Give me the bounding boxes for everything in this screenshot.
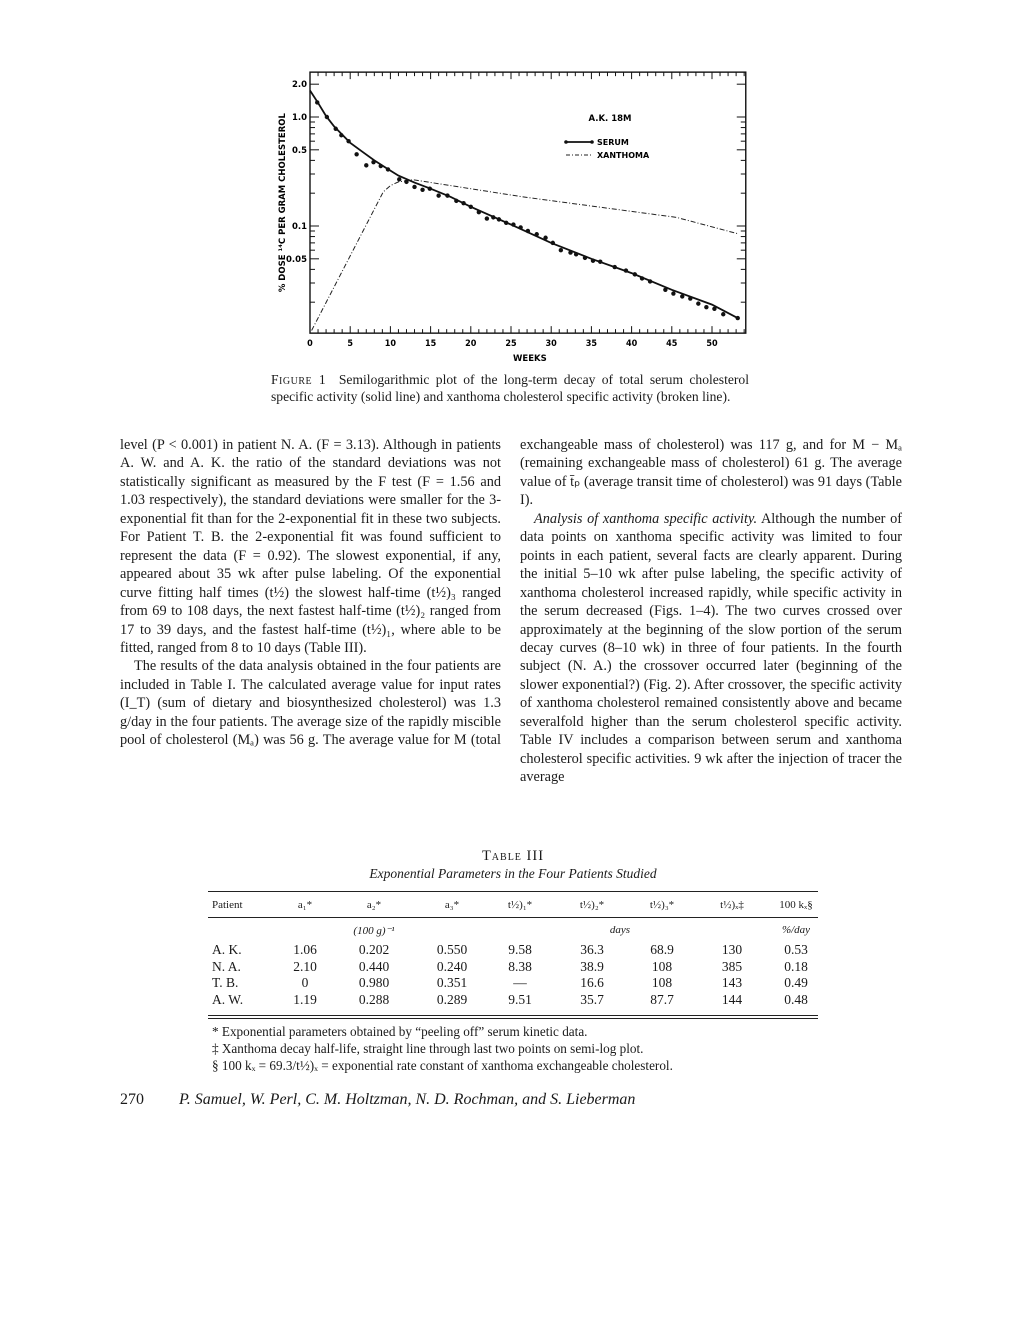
table-cell: 0.289 <box>436 991 468 1007</box>
serum-data-point <box>543 236 547 240</box>
table-cell: T. B. <box>212 975 239 990</box>
x-tick-label: 40 <box>625 339 638 350</box>
table-cell: 1.06 <box>293 942 317 957</box>
column-header: t½)₃* <box>649 899 675 911</box>
serum-data-point <box>648 279 652 283</box>
x-axis-label: WEEKS <box>513 354 547 365</box>
paragraph: level (P < 0.001) in patient N. A. (F = 3.13). Although in patients A. W. and A. K. the ratio of the standard deviations was not statistically significant as measured by the F test (F = 1.56 and 1.03 respectively), the standard deviations were smaller for the 3-exponential fit than for the 2-exponential fit in these two subjects. For Patient T. B. the 2-exponential fit was found sufficient to represent the data (F = 0.92). The slowest exponential, if any, appeared about 35 wk after pulse labeling. Of the exponential curve fitting half times (t½) the slowest half-time (t½)₃ ranged from 69 to 108 days, the next fastest half-time (t½)₂ ranged from 17 to 39 days, and the fastest half-time (t½)₁, where able to be fitted, ranged from 8 to 10 days (Table III). <box>120 437 501 656</box>
table-bottom-rule <box>208 1015 818 1016</box>
legend-xanthoma-label: XANTHOMA <box>597 151 650 160</box>
table-bottom-rule-2 <box>208 1018 818 1019</box>
table-cell: 0.49 <box>784 975 808 990</box>
serum-data-point <box>364 163 368 167</box>
serum-data-point <box>518 225 522 229</box>
x-tick-label: 25 <box>505 339 517 350</box>
serum-data-point <box>346 139 350 143</box>
table-cell: 0.53 <box>784 942 808 957</box>
table-cell: 0.351 <box>436 975 468 990</box>
right-column <box>520 436 902 787</box>
table-cell: 9.51 <box>508 991 532 1007</box>
table-cell: 108 <box>651 958 673 974</box>
table-cell: 35.7 <box>580 991 604 1007</box>
serum-data-point <box>559 248 563 252</box>
y-axis-label: % DOSE ¹⁴C PER GRAM CHOLESTEROL <box>278 113 288 293</box>
table-header-rule <box>208 917 818 918</box>
legend-title: A.K. 18M <box>588 114 632 124</box>
x-tick-label: 15 <box>424 339 437 350</box>
serum-data-point <box>663 288 667 292</box>
x-tick-label: 10 <box>384 339 397 350</box>
serum-data-point <box>420 188 424 192</box>
serum-data-point <box>526 229 530 233</box>
table-cell: 0.550 <box>436 942 468 957</box>
running-footer-authors: P. Samuel, W. Perl, C. M. Holtzman, N. D. Rochman, and S. Lieberman <box>179 1091 636 1108</box>
x-tick-label: 5 <box>347 339 354 350</box>
figure-1-chart <box>0 0 1020 370</box>
x-tick-label: 20 <box>465 339 477 350</box>
units-label: (100 g)⁻¹ <box>353 925 395 937</box>
table-cell: A. W. <box>212 991 244 1007</box>
serum-data-point <box>325 115 329 119</box>
table-cell: A. K. <box>212 942 242 957</box>
units-label: %/day <box>781 924 811 936</box>
serum-data-point <box>613 265 617 269</box>
serum-data-point <box>598 260 602 264</box>
serum-data-point <box>736 316 740 320</box>
serum-data-point <box>412 185 416 189</box>
table-cell: 16.6 <box>580 975 604 990</box>
column-header: a₃* <box>444 899 460 911</box>
column-header: Patient <box>212 899 243 911</box>
serum-data-point <box>640 276 644 280</box>
section-heading: Analysis of xanthoma specific activity. <box>534 510 758 527</box>
column-header: a₁* <box>297 899 313 911</box>
table-top-rule <box>208 891 818 892</box>
paragraph-text: Although the number of data points on xanthoma specific activity was limited to four points in each patient, several facts are clearly apparent. During the initial 5–10 wk after pulse labeling, the specific activity of xanthoma cholesterol increased rapidly, while specific activity in the serum decreased (Figs. 1–4). The two curves crossed over approximately at the beginning of the slow portion of the serum decay curves (8–10 wk) in three of four patients. In the fourth subject (N. A.) the crossover occurred later (beginning of the slower exponential?) (Fig. 2). After crossover, the specific activity of xanthoma cholesterol remained consistently above and became severalfold higher than the serum cholesterol specific activity. Table IV includes a comparison between serum and xanthoma cholesterol specific activities. 9 wk after the injection of tracer the average <box>520 510 902 786</box>
serum-data-point <box>428 186 432 190</box>
serum-data-point <box>624 268 628 272</box>
table-cell: — <box>513 975 527 990</box>
figure-label: Figure 1 <box>271 372 327 387</box>
serum-data-point <box>371 160 375 164</box>
paragraph: The results of the data analysis obtained in the four patients are included in Table I. The calculated average value for input rates (I_T) (sum of dietary and biosynthesized cholesterol) was 1.3 g/day in the four patients. The average size of the rapidly miscible pool of cholesterol (Mₐ) was 56 g. The average value for M (total <box>120 658 501 749</box>
paragraph: exchangeable mass of cholesterol) was 117 g, and for M − Mₐ (remaining exchangeable mass of cholesterol) 61 g. The average value of t̄ₚ (average transit time of cholesterol) was 91 days (Table I). <box>520 437 902 509</box>
serum-data-point <box>680 294 684 298</box>
table-cell: 68.9 <box>650 942 674 957</box>
paragraph <box>520 510 902 787</box>
plot-frame <box>310 72 746 333</box>
serum-data-point <box>339 133 343 137</box>
y-tick-label: 0.1 <box>291 222 307 232</box>
y-tick-label: 0.05 <box>286 254 307 265</box>
serum-data-point <box>688 296 692 300</box>
table-cell: 0.240 <box>436 958 468 974</box>
table-cell: 0.440 <box>358 958 390 974</box>
left-column <box>120 436 501 750</box>
serum-data-point <box>583 256 587 260</box>
footnote: § 100 kₓ = 69.3/t½)ₓ = exponential rate constant of xanthoma exchangeable cholesterol. <box>212 1058 673 1073</box>
serum-data-point <box>696 301 700 305</box>
serum-data-point <box>445 193 449 197</box>
table-cell: 143 <box>721 975 743 990</box>
serum-data-point <box>633 272 637 276</box>
table-cell: 36.3 <box>580 942 604 957</box>
serum-data-point <box>354 152 358 156</box>
units-label: days <box>609 924 631 936</box>
table-cell: 38.9 <box>580 958 604 974</box>
serum-data-point <box>386 167 390 171</box>
table-cell: 9.58 <box>508 942 532 957</box>
column-header: t½)ₓ‡ <box>720 899 744 911</box>
serum-data-point <box>491 215 495 219</box>
xanthoma-curve <box>312 180 738 331</box>
table-cell: 1.19 <box>293 991 317 1007</box>
serum-data-point <box>721 312 725 316</box>
table-cell: 108 <box>651 975 673 990</box>
legend-serum-label: SERUM <box>597 138 629 147</box>
serum-data-point <box>497 217 501 221</box>
serum-data-point <box>574 252 578 256</box>
table-cell: 385 <box>721 958 743 974</box>
serum-curve <box>310 91 738 319</box>
serum-data-point <box>315 100 319 104</box>
footnote: ‡ Xanthoma decay half-life, straight line through last two points on semi-log plot. <box>212 1041 644 1056</box>
column-header: t½)₁* <box>507 899 533 911</box>
serum-data-point <box>404 180 408 184</box>
serum-data-point <box>461 201 465 205</box>
page-number: 270 <box>120 1091 144 1108</box>
x-tick-label: 50 <box>706 339 718 350</box>
table-title: Table III <box>481 848 545 864</box>
legend-serum-marker <box>590 140 594 144</box>
table-cell: 0.288 <box>358 991 390 1007</box>
serum-data-point <box>591 259 595 263</box>
x-tick-label: 45 <box>666 339 678 350</box>
table-cell: 0.48 <box>784 991 808 1007</box>
x-tick-label: 0 <box>307 339 313 350</box>
y-tick-label: 2.0 <box>291 80 307 91</box>
serum-data-point <box>334 127 338 131</box>
column-header: 100 kₓ§ <box>779 899 813 911</box>
serum-data-point <box>469 205 473 209</box>
table-cell: 130 <box>721 942 743 957</box>
serum-data-point <box>397 177 401 181</box>
x-tick-label: 35 <box>585 339 598 350</box>
y-tick-label: 1.0 <box>291 113 307 123</box>
serum-data-point <box>551 241 555 245</box>
table-cell: 0.202 <box>358 942 390 957</box>
serum-data-point <box>511 222 515 226</box>
column-header: t½)₂* <box>579 899 605 911</box>
table-cell: 87.7 <box>650 991 674 1007</box>
serum-data-point <box>704 305 708 309</box>
caption-text: Semilogarithmic plot of the long-term decay of total serum cholesterol specific activity (solid line) and xanthoma cholesterol specific activity (broken line). <box>271 372 750 404</box>
y-tick-label: 0.5 <box>291 145 307 156</box>
table-cell: 0.980 <box>358 975 390 990</box>
table-cell: N. A. <box>212 958 241 974</box>
serum-data-point <box>379 164 383 168</box>
table-cell: 144 <box>721 991 743 1007</box>
column-header: a₂* <box>366 899 382 911</box>
x-tick-label: 30 <box>545 339 557 350</box>
legend-serum-marker <box>564 140 568 144</box>
table-cell: 0.18 <box>784 958 808 974</box>
table-cell: 0 <box>301 975 309 990</box>
table-cell: 2.10 <box>293 958 317 974</box>
serum-data-point <box>477 210 481 214</box>
serum-data-point <box>436 193 440 197</box>
serum-data-point <box>568 250 572 254</box>
serum-data-point <box>454 199 458 203</box>
serum-data-point <box>504 221 508 225</box>
serum-data-point <box>485 216 489 220</box>
serum-data-point <box>535 232 539 236</box>
serum-data-point <box>712 307 716 311</box>
figure-caption <box>271 371 749 405</box>
table-cell: 8.38 <box>508 958 532 974</box>
footnote: * Exponential parameters obtained by “peeling off” serum kinetic data. <box>212 1024 588 1039</box>
table-subtitle: Exponential Parameters in the Four Patients Studied <box>369 866 657 881</box>
serum-data-point <box>671 291 675 295</box>
